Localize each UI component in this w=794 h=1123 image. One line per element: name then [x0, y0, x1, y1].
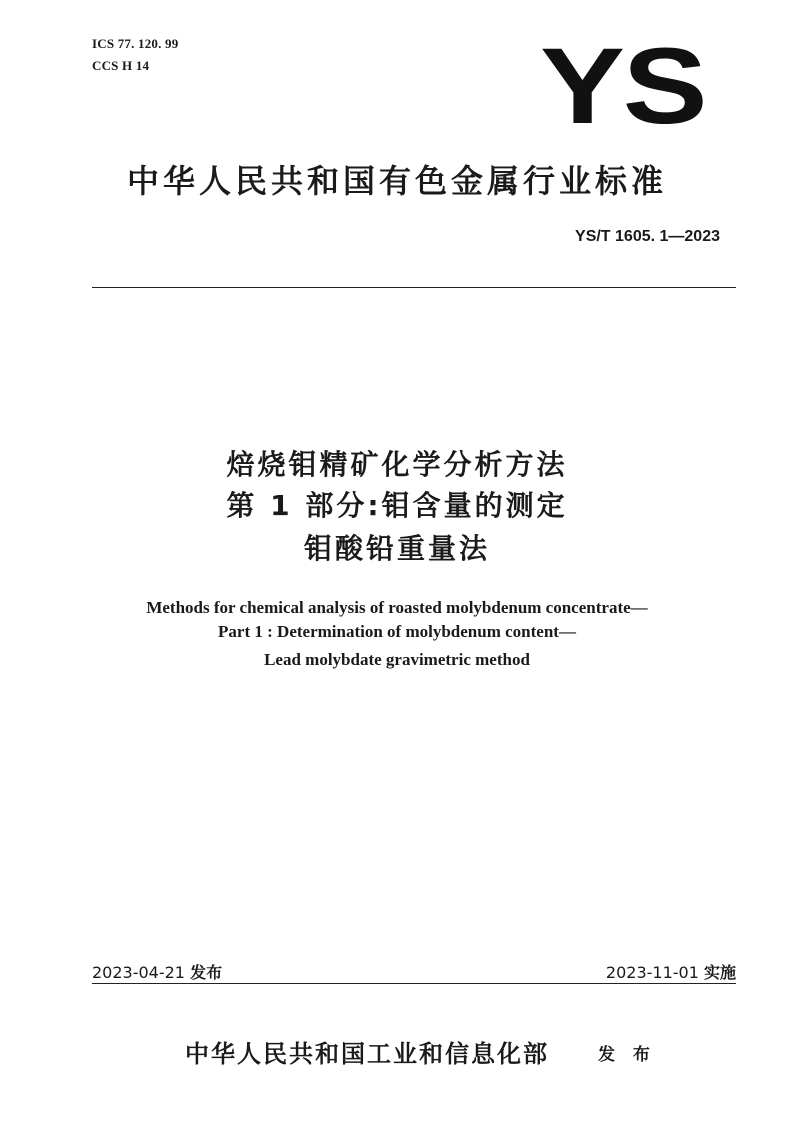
issuing-action: 发 布 — [598, 1045, 656, 1065]
implementation-date-value: 2023-11-01 — [605, 963, 699, 982]
english-title-line-1: Methods for chemical analysis of roasted molybdenum concentrate— — [146, 598, 648, 617]
chinese-title-line-1: 焙烧钼精矿化学分析方法 — [226, 448, 568, 481]
chinese-title-line-3: 钼酸铅重量法 — [303, 532, 490, 565]
ccs-code: CCS H 14 — [92, 58, 150, 73]
chinese-title-line-2: 第 1 部分:钼含量的测定 — [226, 489, 568, 522]
bottom-divider — [92, 983, 736, 984]
publication-date — [92, 960, 222, 983]
publication-date-value: 2023-04-21 — [92, 963, 185, 982]
standard-number: YS/T 1605. 1—2023 — [575, 228, 720, 245]
ics-code: ICS 77. 120. 99 — [92, 36, 179, 51]
top-divider — [92, 287, 736, 288]
publication-label: 发布 — [190, 963, 223, 982]
ys-logo: YS — [540, 25, 706, 146]
english-title-line-3: Lead molybdate gravimetric method — [264, 650, 530, 669]
english-title-line-2: Part 1 : Determination of molybdenum content— — [218, 622, 576, 641]
issuing-authority: 中华人民共和国工业和信息化部 — [185, 1039, 549, 1068]
standard-category-title: 中华人民共和国有色金属行业标准 — [126, 162, 667, 200]
implementation-label: 实施 — [703, 963, 736, 982]
implementation-date — [606, 960, 736, 983]
